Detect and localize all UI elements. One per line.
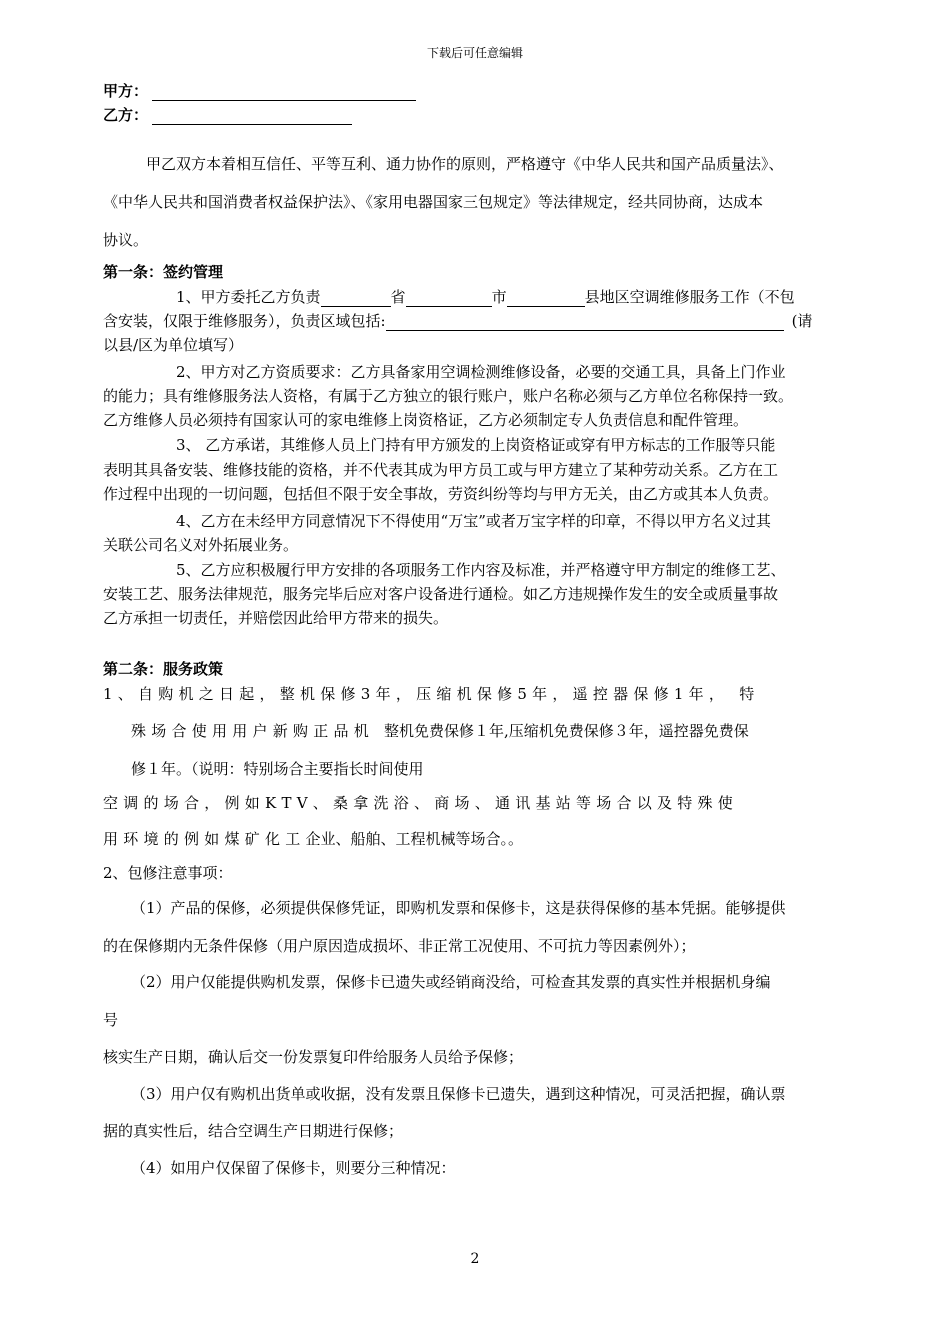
p1-text: 1、甲方委托乙方负责 xyxy=(176,288,321,306)
special-case-text: 殊场合使用用户新购正品机 xyxy=(131,722,375,740)
county-blank xyxy=(507,290,585,307)
article-1-p1-line xyxy=(176,286,795,307)
item-2-line: 核实生产日期，确认后交一份发票复印件给服务人员给予保修； xyxy=(103,1048,524,1066)
party-a-blank xyxy=(152,86,416,101)
article-2-line: 2、包修注意事项： xyxy=(103,864,233,882)
area-blank xyxy=(386,314,784,331)
article-2-title: 第二条：服务政策 xyxy=(103,660,224,678)
intro-line: 甲乙双方本着相互信任、平等互利、通力协作的原则，严格遵守《中华人民共和国产品质量法》、 xyxy=(146,155,784,173)
article-1-title: 第一条：签约管理 xyxy=(103,263,224,281)
article-1-p2-line: 的能力；具有维修服务法人资格，有属于乙方独立的银行账户，账户名称必须与乙方单位名称保持一致。 xyxy=(103,387,794,405)
province-label: 省 xyxy=(390,288,406,306)
party-b-field xyxy=(103,104,352,125)
article-1-p4-line: 4、乙方在未经甲方同意情况下不得使用“万宝”或者万宝字样的印章，不得以甲方名义过其 xyxy=(176,512,771,530)
article-2-line: 1、自购机之日起，整机保修3年，压缩机保修5年，遥控器保修1年， 特 xyxy=(103,685,760,703)
item-3-line: （3）用户仅有购机出货单或收据，没有发票且保修卡已遗失，遇到这种情况，可灵活把握，确认票 xyxy=(131,1085,786,1103)
party-a-label: 甲方： xyxy=(103,82,149,100)
area-label: 含安装，仅限于维修服务），负责区域包括: xyxy=(103,312,386,330)
city-blank-1 xyxy=(406,290,492,307)
article-2-line xyxy=(103,828,523,849)
article-1-p2-line: 2、甲方对乙方资质要求：乙方具备家用空调检测维修设备，必要的交通工具，具备上门作业 xyxy=(176,363,786,381)
city-label: 市 xyxy=(491,288,507,306)
party-b-blank xyxy=(152,110,352,125)
party-a-field xyxy=(103,80,416,101)
article-1-p3-line: 表明其具备安装、维修技能的资格，并不代表其成为甲方员工或与甲方建立了某种劳动关系。乙方在工 xyxy=(103,461,779,479)
article-1-p5-line: 5、乙方应积极履行甲方安排的各项服务工作内容及标准，并严格遵守甲方制定的维修工艺、 xyxy=(176,561,786,579)
article-1-p5-line: 安装工艺、服务法律规范，服务完毕后应对客户设备进行通检。如乙方违规操作发生的安全或质量事故 xyxy=(103,585,779,603)
page-header: 下载后可任意编辑 xyxy=(426,46,523,60)
article-2-line xyxy=(131,720,749,741)
article-1-p3-line: 作过程中出现的一切问题，包括但不限于安全事故，劳资纠纷等均与甲方无关，由乙方或其本人负责。 xyxy=(103,485,779,503)
area-note: (请 xyxy=(791,312,813,330)
article-1-p1-line xyxy=(103,310,812,331)
item-2-line: （2）用户仅能提供购机发票，保修卡已遗失或经销商没给，可检查其发票的真实性并根据机身编 xyxy=(131,973,771,991)
article-1-p1-line: 以县/区为单位填写） xyxy=(103,336,244,354)
item-1-line: （1）产品的保修，必须提供保修凭证，即购机发票和保修卡，这是获得保修的基本凭据。能够提供 xyxy=(131,899,786,917)
special-env-text: 用环境的例如煤矿化工 xyxy=(103,830,306,848)
special-env-text-b: 企业、船舶、工程机械等场合。。 xyxy=(305,830,524,848)
intro-line: 协议。 xyxy=(103,231,149,249)
article-1-p3-line: 3、 乙方承诺，其维修人员上门持有甲方颁发的上岗资格证或穿有甲方标志的工作服等只能 xyxy=(176,436,776,454)
article-1-p4-line: 关联公司名义对外拓展业务。 xyxy=(103,536,299,554)
page-number: 2 xyxy=(470,1251,480,1267)
article-2-line: 修１年。（说明：特别场合主要指长时间使用 xyxy=(131,760,424,778)
article-2-line: 空调的场合，例如KTV、桑拿洗浴、商场、通讯基站等场合以及特殊使 xyxy=(103,794,739,812)
item-4-line: （4）如用户仅保留了保修卡，则要分三种情况： xyxy=(131,1159,456,1177)
item-3-line: 据的真实性后，结合空调生产日期进行保修； xyxy=(103,1122,404,1140)
p1-text-b: 县地区空调维修服务工作（不包 xyxy=(584,288,795,306)
party-b-label: 乙方： xyxy=(103,106,149,124)
item-2-line: 号 xyxy=(103,1011,119,1029)
item-1-line: 的在保修期内无条件保修（用户原因造成损坏、非正常工况使用、不可抗力等因素例外）； xyxy=(103,937,696,955)
article-1-p5-line: 乙方承担一切责任，并赔偿因此给甲方带来的损失。 xyxy=(103,609,449,627)
province-blank xyxy=(321,290,391,307)
intro-line: 《中华人民共和国消费者权益保护法》、《家用电器国家三包规定》等法律规定，经共同协商，达成本 xyxy=(103,193,764,211)
special-warranty-text: 整机免费保修１年,压缩机免费保修３年，遥控器免费保 xyxy=(384,722,749,740)
article-1-p2-line: 乙方维修人员必须持有国家认可的家电维修上岗资格证，乙方必须制定专人负责信息和配件管理。 xyxy=(103,411,749,429)
